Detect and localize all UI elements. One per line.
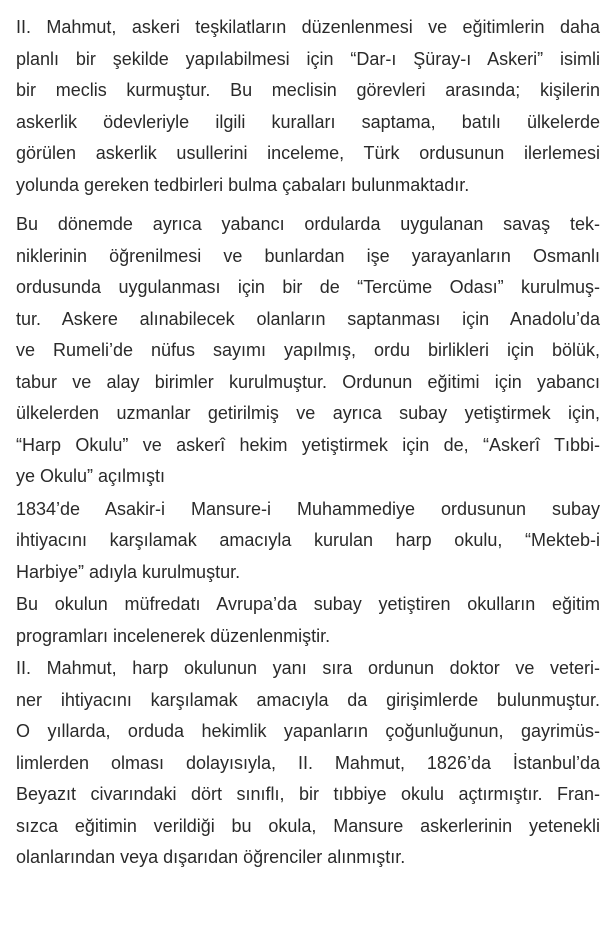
- text-line: tabur ve alay birimler kurulmuştur. Ordunun eğitimi için yabancı: [16, 371, 600, 392]
- text-line: Harbiye” adıyla kurulmuştur.: [16, 561, 241, 582]
- text-line: 1834’de Asakir-i Mansure-i Muhammediye ordusunun subay: [16, 498, 600, 519]
- text-line: programları incelenerek düzenlenmiştir.: [16, 625, 331, 646]
- text-line: ner ihtiyacını karşılamak amacıyla da girişimlerde bulunmuştur.: [16, 689, 600, 710]
- text-line: “Harp Okulu” ve askerî hekim yetiştirmek için de, “Askerî Tıbbi-: [16, 434, 600, 455]
- text-line: II. Mahmut, harp okulunun yanı sıra ordunun doktor ve veteri-: [16, 658, 600, 678]
- text-line: tur. Askere alınabilecek olanların saptanması için Anadolu’da: [16, 308, 600, 329]
- text-line: planlı bir şekilde yapılabilmesi için “Dar-ı Şüray-ı Askeri” isimli: [16, 48, 600, 69]
- text-line: O yıllarda, orduda hekimlik yapanların çoğunluğunun, gayrimüs-: [16, 721, 600, 741]
- text-line: bir meclis kurmuştur. Bu meclisin görevleri arasında; kişilerin: [16, 80, 600, 100]
- text-line: limlerden olması dolayısıyla, II. Mahmut, 1826’da İstanbul’da: [16, 752, 600, 773]
- paragraph-meclis: [16, 12, 600, 201]
- text-line: ordusunda uygulanması için bir de “Tercüme Odası” kurulmuş-: [16, 277, 600, 297]
- paragraph-tibbiye-okulu: [16, 653, 600, 874]
- text-line: niklerinin öğrenilmesi ve bunlardan işe yarayanların Osmanlı: [16, 245, 600, 266]
- text-line: görülen askerlik usullerini inceleme, Türk ordusunun ilerlemesi: [16, 143, 600, 163]
- paragraph-mekteb-i-harbiye: [16, 494, 600, 589]
- text-line: Bu dönemde ayrıca yabancı ordularda uygulanan savaş tek-: [16, 214, 600, 234]
- text-line: II. Mahmut, askeri teşkilatların düzenlenmesi ve eğitimlerin daha: [16, 17, 600, 37]
- text-line: Beyazıt civarındaki dört sınıflı, bir tıbbiye okulu açtırmıştır. Fran-: [16, 784, 600, 804]
- paragraph-mufredat: [16, 589, 600, 652]
- text-line: olanlarından veya dışarıdan öğrenciler alınmıştır.: [16, 847, 406, 867]
- text-line: ye Okulu” açılmıştı: [16, 466, 166, 486]
- text-line: ülkelerden uzmanlar getirilmiş ve ayrıca subay yetiştirmek için,: [16, 403, 600, 423]
- text-line: Bu okulun müfredatı Avrupa’da subay yetiştiren okulların eğitim: [16, 594, 600, 614]
- text-line: ihtiyacını karşılamak amacıyla kurulan harp okulu, “Mekteb-i: [16, 530, 600, 550]
- paragraph-tercume-odasi: [16, 209, 600, 493]
- text-line: sızca eğitimin verildiği bu okula, Mansure askerlerinin yetenekli: [16, 815, 600, 836]
- text-line: askerlik ödevleriyle ilgili kuralları saptama, batılı ülkelerde: [16, 111, 600, 132]
- document-page: [16, 12, 600, 874]
- text-line: ve Rumeli’de nüfus sayımı yapılmış, ordu birlikleri için bölük,: [16, 340, 600, 360]
- text-line: yolunda gereken tedbirleri bulma çabaları bulunmaktadır.: [16, 174, 470, 195]
